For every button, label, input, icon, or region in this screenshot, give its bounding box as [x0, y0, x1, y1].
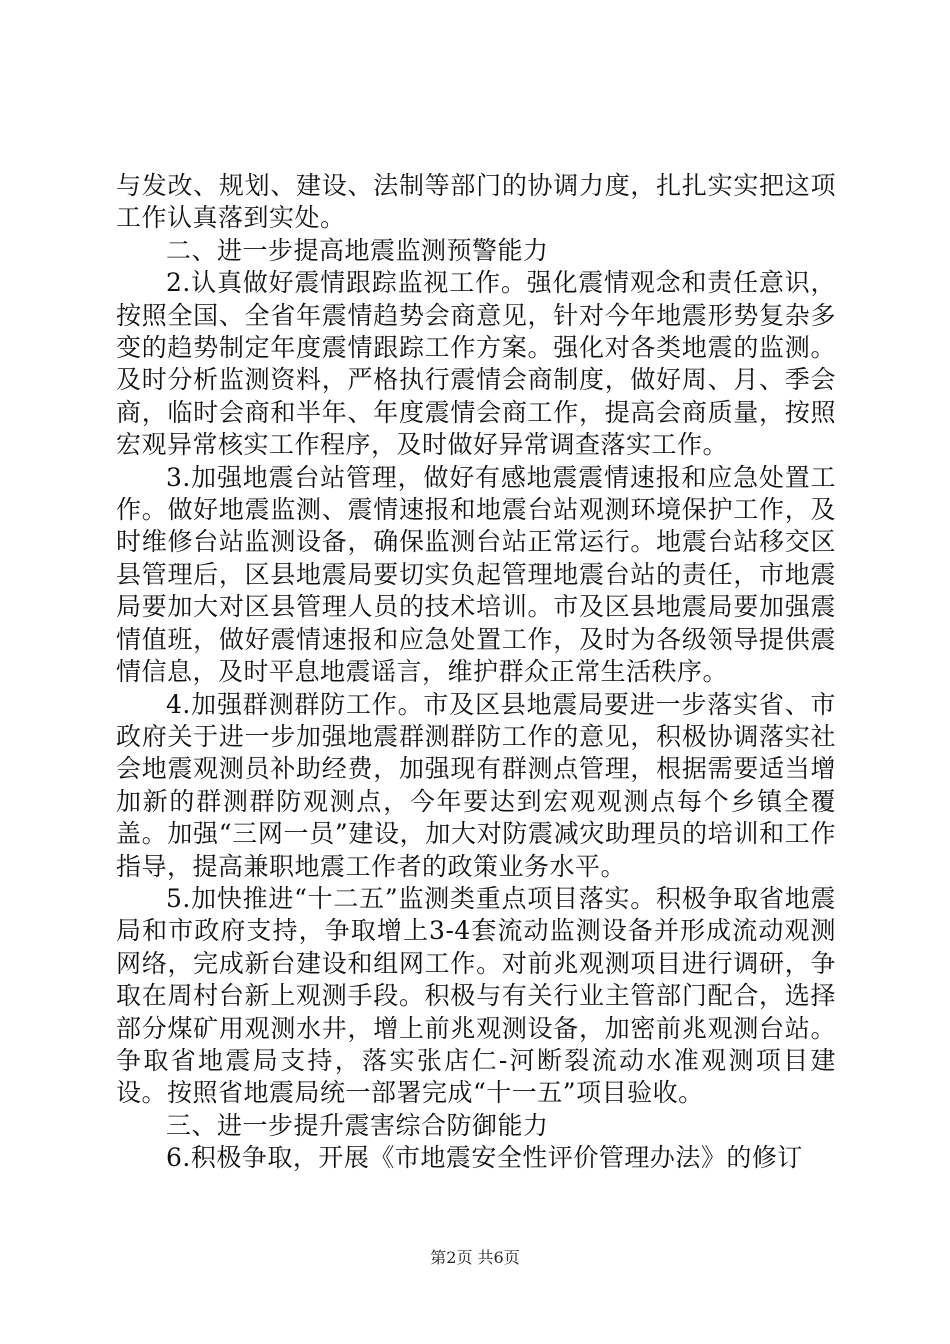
document-body: [116, 170, 836, 1175]
section-heading-2: 二、进一步提高地震监测预警能力: [166, 235, 549, 265]
paragraph-item-5: 5.加快推进“十二五”监测类重点项目落实。积极争取省地震局和市政府支持，争取增上3-4套流动监测设备并形成流动观测网络，完成新台建设和组网工作。对前兆观测项目进行调研，争取在周村台新上观测手段。积极与有关行业主管部门配合，选择部分煤矿用观测水井，增上前兆观测设备，加密前兆观测台站。争取省地震局支持，落实张店仁-河断裂流动水准观测项目建设。按照省地震局统一部署完成“十一五”项目验收。: [116, 883, 836, 1108]
paragraph-item-2: 2.认真做好震情跟踪监视工作。强化震情观念和责任意识，按照全国、全省年震情趋势会商意见，针对今年地震形势复杂多变的趋势制定年度震情跟踪工作方案。强化对各类地震的监测。及时分析监测资料，严格执行震情会商制度，做好周、月、季会商，临时会商和半年、年度震情会商工作，提高会商质量，按照宏观异常核实工作程序，及时做好异常调查落实工作。: [116, 268, 836, 460]
paragraph-continuation: 与发改、规划、建设、法制等部门的协调力度，扎扎实实把这项工作认真落到实处。: [116, 171, 836, 233]
section-heading-3: 三、进一步提升震害综合防御能力: [166, 1110, 549, 1140]
paragraph-item-4: 4.加强群测群防工作。市及区县地震局要进一步落实省、市政府关于进一步加强地震群测群防工作的意见，积极协调落实社会地震观测员补助经费，加强现有群测点管理，根据需要适当增加新的群测群防观测点，今年要达到宏观观测点每个乡镇全覆盖。加强“三网一员”建设，加大对防震减灾助理员的培训和工作指导，提高兼职地震工作者的政策业务水平。: [116, 689, 836, 881]
paragraph-item-3: 3.加强地震台站管理，做好有感地震震情速报和应急处置工作。做好地震监测、震情速报和地震台站观测环境保护工作，及时维修台站监测设备，确保监测台站正常运行。地震台站移交区县管理后，区县地震局要切实负起管理地震台站的责任，市地震局要加大对区县管理人员的技术培训。市及区县地震局要加强震情值班，做好震情速报和应急处置工作，及时为各级领导提供震情信息，及时平息地震谣言，维护群众正常生活秩序。: [116, 462, 836, 687]
page-number-footer: 第2页 共6页: [430, 1248, 520, 1267]
paragraph-item-6: 6.积极争取，开展《市地震安全性评价管理办法》的修订: [166, 1143, 803, 1173]
